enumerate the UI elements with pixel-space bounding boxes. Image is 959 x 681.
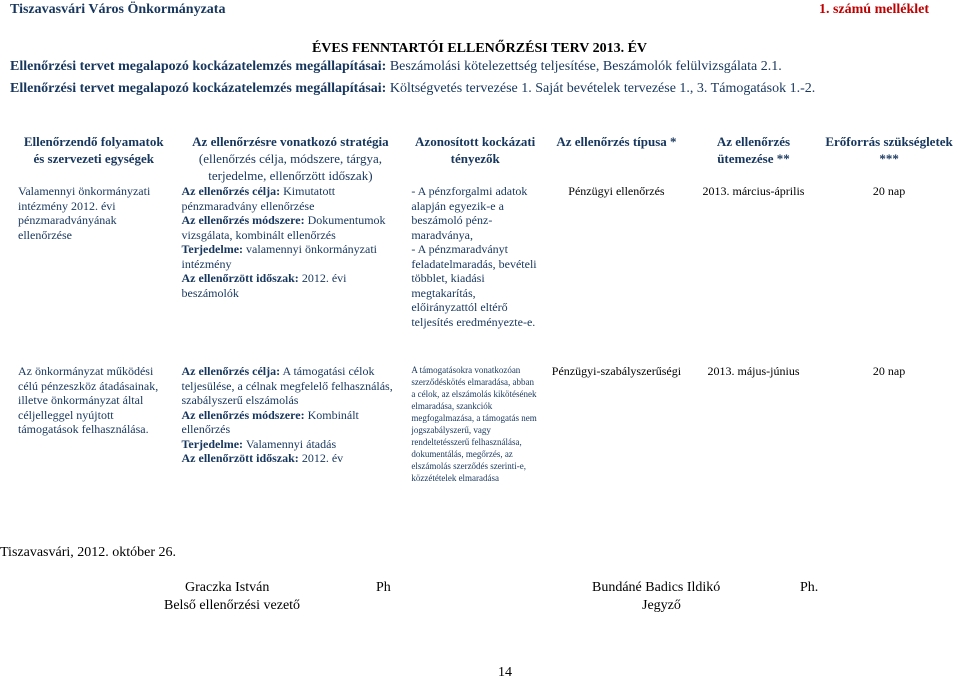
signer-1-name: Graczka István [185, 580, 270, 595]
strategy-cell: Az ellenőrzés célja: A támogatási célok teljesülése, a célnak megfelelő felhasználás, szabályszerű elszámolás Az ellenőrzés módszere: Kombinált ellenőrzés Terjedelme: Valamennyi átadás Az ellenőrzött időszak: 2012. év [181, 364, 393, 465]
table-row [12, 184, 959, 364]
type-cell: Pénzügyi-szabályszerűségi [551, 364, 682, 378]
header-resources: Erőforrás szükségletek *** [825, 134, 953, 166]
organization-name: Tiszavasvári Város Önkormányzata [10, 2, 226, 17]
risks-cell: A támogatásokra vonatkozóan szerződéskötés elmaradása, abban a célok, az elszámolás kikötésének elmaradása, szankciók megfogalmazása, a támogatás nem jogszabályszerű, vagy rendeltetésszerű felhasználása, dokumentálás, megőrzés, az elszámolás szerződés szerinti-e, közzétételek elmaradása [411, 365, 537, 483]
header-risks: Azonosított kockázati tényezők [415, 134, 536, 166]
signer-1-stamp-mark: Ph [376, 580, 391, 595]
signer-2-title: Jegyző [642, 598, 681, 613]
signer-2-name: Bundáné Badics Ildikó [592, 580, 721, 595]
risk-analysis-line-1: Ellenőrzési tervet megalapozó kockázatelemzés megállapításai: Beszámolási kötelezettség teljesítése, Beszámolók felülvizsgálata 2.1. [10, 59, 782, 74]
header-process: Ellenőrzendő folyamatok és szervezeti egységek [23, 134, 164, 166]
place-and-date: Tiszavasvári, 2012. október 26. [0, 545, 177, 560]
signer-2-stamp-mark: Ph. [800, 580, 819, 595]
table-row [12, 364, 959, 484]
resources-cell: 20 nap [872, 184, 906, 198]
signer-1-title: Belső ellenőrzési vezető [164, 598, 301, 613]
header-type: Az ellenőrzés típusa * [556, 134, 677, 149]
audit-plan-table [12, 133, 959, 484]
document-title: ÉVES FENNTARTÓI ELLENŐRZÉSI TERV 2013. ÉV [311, 41, 648, 56]
header-strategy: Az ellenőrzésre vonatkozó stratégia (ellenőrzés célja, módszere, tárgya, terjedelme, ellenőrzött időszak) [192, 134, 389, 183]
strategy-cell: Az ellenőrzés célja: Kimutatott pénzmaradvány ellenőrzése Az ellenőrzés módszere: Dokumentumok vizsgálata, kombinált ellenőrzés Terjedelme: valamennyi önkormányzati intézmény Az ellenőrzött időszak: 2012. évi beszámolók [181, 184, 386, 300]
annex-label: 1. számú melléklet [818, 2, 929, 17]
table-header-row [12, 133, 959, 184]
risk-analysis-line-2: Ellenőrzési tervet megalapozó kockázatelemzés megállapításai: Költségvetés tervezése 1. Saját bevételek tervezése 1., 3. Támogatások 1.-2. [10, 81, 816, 96]
resources-cell: 20 nap [872, 364, 906, 378]
schedule-cell: 2013. március-április [702, 184, 805, 198]
page-number: 14 [498, 665, 512, 680]
schedule-cell: 2013. május-június [707, 364, 800, 378]
process-cell: Az önkormányzat működési célú pénzeszköz átadásainak, illetve önkormányzat által céljelleggel nyújtott támogatások felhasználása. [18, 364, 159, 436]
type-cell: Pénzügyi ellenőrzés [568, 184, 665, 198]
header-schedule: Az ellenőrzés ütemezése ** [716, 134, 791, 166]
risks-cell: - A pénzforgalmi adatok alapján egyezik-e a beszámoló pénz- maradványa, - A pénzmaradványt feladatelmaradás, bevételi többlet, kiadási megtakarítás, előirányzattól eltérő teljesítés eredményezte-e. [411, 184, 537, 329]
process-cell: Valamennyi önkormányzati intézmény 2012. évi pénzmaradványának ellenőrzése [18, 184, 151, 242]
